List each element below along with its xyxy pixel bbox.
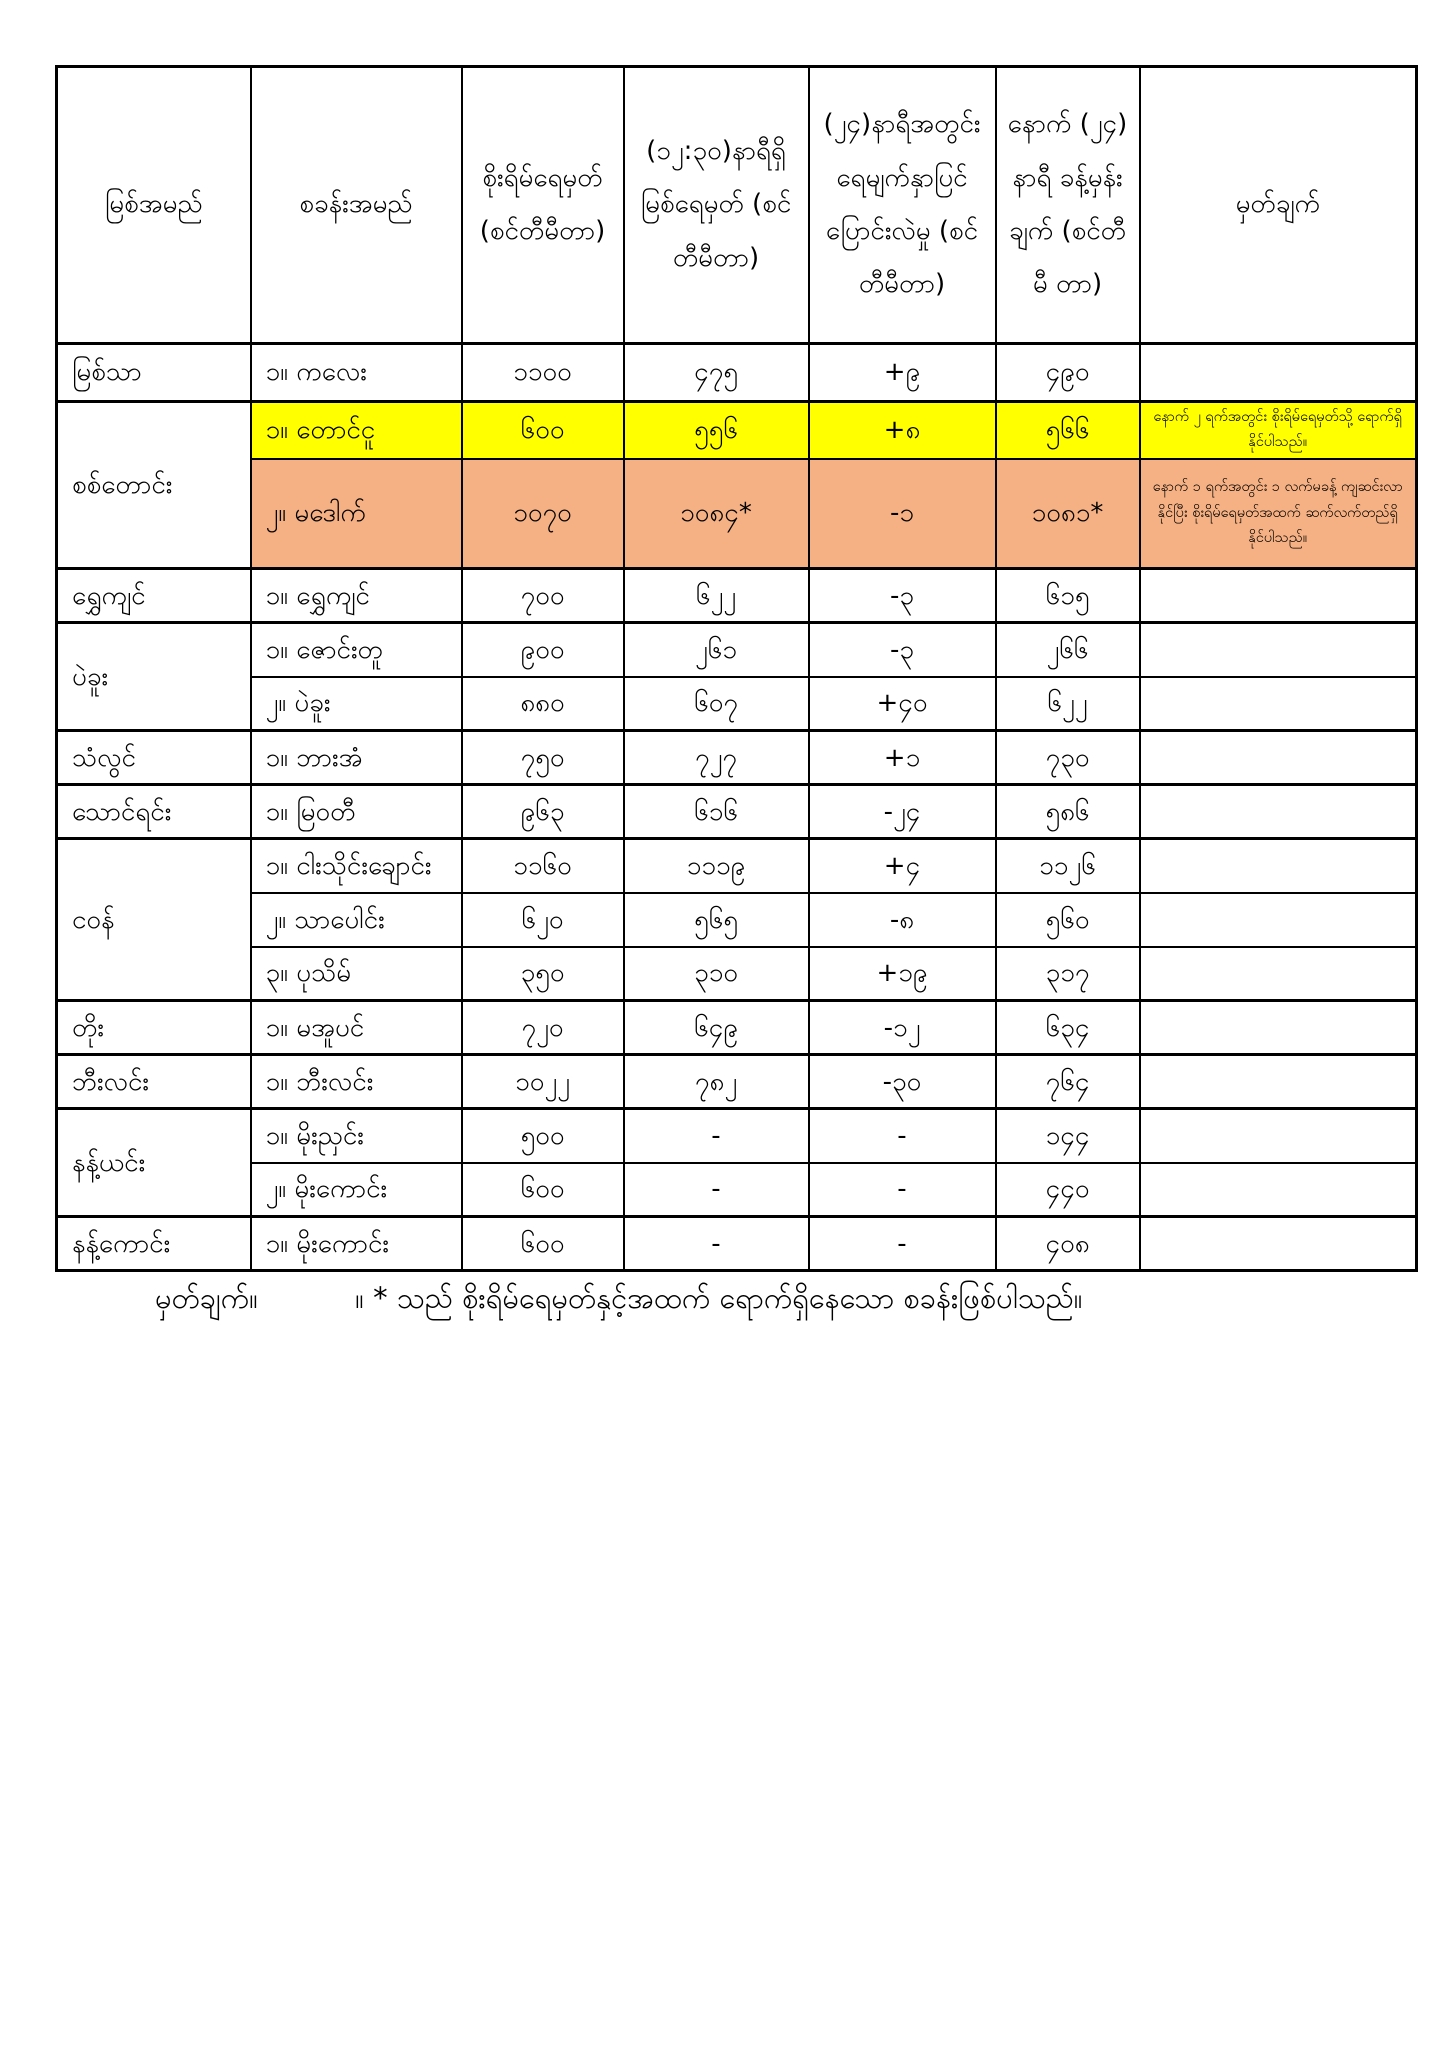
station-name-cell: ၁။ ဘားအံ bbox=[251, 731, 462, 785]
remark-cell bbox=[1140, 344, 1417, 402]
river-name-cell: ရွှေကျင် bbox=[57, 569, 251, 623]
danger-level-cell: ၈၈၀ bbox=[462, 677, 624, 731]
table-row bbox=[57, 623, 1417, 677]
remark-cell bbox=[1140, 1001, 1417, 1055]
danger-level-cell: ၆၂၀ bbox=[462, 893, 624, 947]
forecast-cell: ၄၀၈ bbox=[996, 1217, 1140, 1271]
current-level-cell: ၆၄၉ bbox=[624, 1001, 809, 1055]
river-name-cell: တိုး bbox=[57, 1001, 251, 1055]
footnote-text: ။ * သည် စိုးရိမ်ရေမှတ်နှင့်အထက် ရောက်ရှိနေသော စခန်းဖြစ်ပါသည်။ bbox=[355, 1281, 1083, 1315]
change-cell: +၈ bbox=[809, 402, 996, 459]
forecast-cell: ၆၁၅ bbox=[996, 569, 1140, 623]
header-row bbox=[57, 67, 1417, 344]
danger-level-cell: ၉၀၀ bbox=[462, 623, 624, 677]
danger-level-cell: ၃၅၀ bbox=[462, 947, 624, 1001]
table-row bbox=[57, 344, 1417, 402]
danger-level-cell: ၆၀၀ bbox=[462, 402, 624, 459]
river-name-cell: နန့်ကောင်း bbox=[57, 1217, 251, 1271]
river-name-cell: ဘီးလင်း bbox=[57, 1055, 251, 1109]
danger-level-cell: ၁၁၀၀ bbox=[462, 344, 624, 402]
remark-cell bbox=[1140, 785, 1417, 839]
station-name-cell: ၁။ မိုးကောင်း bbox=[251, 1217, 462, 1271]
remark-cell bbox=[1140, 731, 1417, 785]
current-level-cell: ၆၀၇ bbox=[624, 677, 809, 731]
station-name-cell: ၁။ မအူပင် bbox=[251, 1001, 462, 1055]
remark-cell bbox=[1140, 677, 1417, 731]
current-level-cell: ၇၂၇ bbox=[624, 731, 809, 785]
change-cell: +၉ bbox=[809, 344, 996, 402]
river-name-cell: စစ်တောင်း bbox=[57, 402, 251, 569]
remark-cell bbox=[1140, 1109, 1417, 1163]
danger-level-cell: ၅၀၀ bbox=[462, 1109, 624, 1163]
current-level-cell: ၅၆၅ bbox=[624, 893, 809, 947]
river-name-cell: မြစ်သာ bbox=[57, 344, 251, 402]
danger-level-cell: ၆၀၀ bbox=[462, 1217, 624, 1271]
change-cell: - bbox=[809, 1109, 996, 1163]
current-level-cell: - bbox=[624, 1217, 809, 1271]
change-cell: +၄ bbox=[809, 839, 996, 893]
forecast-cell: ၁၁၂၆ bbox=[996, 839, 1140, 893]
danger-level-cell: ၉၆၃ bbox=[462, 785, 624, 839]
station-name-cell: ၂။ သာပေါင်း bbox=[251, 893, 462, 947]
col-header-danger-level: စိုးရိမ်ရေမှတ် (စင်တီမီတာ) bbox=[462, 67, 624, 344]
current-level-cell: ၆၁၆ bbox=[624, 785, 809, 839]
station-name-cell: ၁။ မိုးညှင်း bbox=[251, 1109, 462, 1163]
table-row bbox=[57, 839, 1417, 893]
current-level-cell: ၅၅၆ bbox=[624, 402, 809, 459]
river-name-cell: ငဝန် bbox=[57, 839, 251, 1001]
table-row bbox=[57, 1163, 1417, 1217]
col-header-station-name: စခန်းအမည် bbox=[251, 67, 462, 344]
table-row bbox=[57, 785, 1417, 839]
change-cell: +၄၀ bbox=[809, 677, 996, 731]
remark-cell bbox=[1140, 1055, 1417, 1109]
col-header-24h-forecast: နောက် (၂၄) နာရီ ခန့်မှန်းချက် (စင်တီမီ တာ) bbox=[996, 67, 1140, 344]
forecast-cell: ၃၁၇ bbox=[996, 947, 1140, 1001]
remark-cell bbox=[1140, 893, 1417, 947]
table-row bbox=[57, 893, 1417, 947]
forecast-cell: ၄၉၀ bbox=[996, 344, 1140, 402]
table-row-warning bbox=[57, 402, 1417, 459]
table-row bbox=[57, 1109, 1417, 1163]
danger-level-cell: ၁၀၇၀ bbox=[462, 459, 624, 569]
danger-level-cell: ၁၁၆၀ bbox=[462, 839, 624, 893]
station-name-cell: ၁။ ဇောင်းတူ bbox=[251, 623, 462, 677]
station-name-cell: ၂။ မဒေါက် bbox=[251, 459, 462, 569]
danger-level-cell: ၇၅၀ bbox=[462, 731, 624, 785]
river-name-cell: သံလွင် bbox=[57, 731, 251, 785]
remark-cell bbox=[1140, 1163, 1417, 1217]
forecast-cell: ၁၀၈၁* bbox=[996, 459, 1140, 569]
station-name-cell: ၂။ မိုးကောင်း bbox=[251, 1163, 462, 1217]
table-row bbox=[57, 1055, 1417, 1109]
forecast-cell: ၁၄၄ bbox=[996, 1109, 1140, 1163]
change-cell: -၃ bbox=[809, 569, 996, 623]
col-header-24h-change: (၂၄)နာရီအတွင်း ရေမျက်နှာပြင် ပြောင်းလဲမှု (စင်တီမီတာ) bbox=[809, 67, 996, 344]
current-level-cell: ၁၀၈၄* bbox=[624, 459, 809, 569]
station-name-cell: ၁။ ဘီးလင်း bbox=[251, 1055, 462, 1109]
col-header-remark: မှတ်ချက် bbox=[1140, 67, 1417, 344]
remark-cell bbox=[1140, 839, 1417, 893]
station-name-cell: ၁။ မြဝတီ bbox=[251, 785, 462, 839]
forecast-cell: ၅၈၆ bbox=[996, 785, 1140, 839]
table-row bbox=[57, 947, 1417, 1001]
change-cell: +၁၉ bbox=[809, 947, 996, 1001]
current-level-cell: ၆၂၂ bbox=[624, 569, 809, 623]
remark-cell bbox=[1140, 623, 1417, 677]
forecast-cell: ၄၄၀ bbox=[996, 1163, 1140, 1217]
table-row bbox=[57, 569, 1417, 623]
table-row-above-danger bbox=[57, 459, 1417, 569]
river-name-cell: ပဲခူး bbox=[57, 623, 251, 731]
change-cell: -၈ bbox=[809, 893, 996, 947]
current-level-cell: - bbox=[624, 1109, 809, 1163]
danger-level-cell: ၁၀၂၂ bbox=[462, 1055, 624, 1109]
station-name-cell: ၁။ ရွှေကျင် bbox=[251, 569, 462, 623]
change-cell: -၃၀ bbox=[809, 1055, 996, 1109]
col-header-current-level: (၁၂:၃၀)နာရီရှိ မြစ်ရေမှတ် (စင်တီမီတာ) bbox=[624, 67, 809, 344]
forecast-cell: ၇၆၄ bbox=[996, 1055, 1140, 1109]
footnote bbox=[155, 1280, 1355, 1323]
forecast-cell: ၆၂၂ bbox=[996, 677, 1140, 731]
forecast-cell: ၅၆၆ bbox=[996, 402, 1140, 459]
current-level-cell: ၂၆၁ bbox=[624, 623, 809, 677]
station-name-cell: ၁။ ကလေး bbox=[251, 344, 462, 402]
river-name-cell: နန့်ယင်း bbox=[57, 1109, 251, 1217]
current-level-cell: - bbox=[624, 1163, 809, 1217]
forecast-cell: ၂၆၆ bbox=[996, 623, 1140, 677]
change-cell: -၂၄ bbox=[809, 785, 996, 839]
change-cell: -၁၂ bbox=[809, 1001, 996, 1055]
current-level-cell: ၁၁၁၉ bbox=[624, 839, 809, 893]
remark-cell bbox=[1140, 569, 1417, 623]
danger-level-cell: ၇၂၀ bbox=[462, 1001, 624, 1055]
station-name-cell: ၁။ ငါးသိုင်းချောင်း bbox=[251, 839, 462, 893]
danger-level-cell: ၇၀၀ bbox=[462, 569, 624, 623]
remark-cell bbox=[1140, 1217, 1417, 1271]
col-header-river-name: မြစ်အမည် bbox=[57, 67, 251, 344]
table-row bbox=[57, 677, 1417, 731]
current-level-cell: ၃၁၀ bbox=[624, 947, 809, 1001]
remark-cell bbox=[1140, 947, 1417, 1001]
change-cell: - bbox=[809, 1163, 996, 1217]
footnote-label: မှတ်ချက်။ bbox=[155, 1281, 258, 1315]
change-cell: +၁ bbox=[809, 731, 996, 785]
forecast-cell: ၅၆၀ bbox=[996, 893, 1140, 947]
table-row bbox=[57, 1217, 1417, 1271]
forecast-cell: ၇၃၀ bbox=[996, 731, 1140, 785]
current-level-cell: ၇၈၂ bbox=[624, 1055, 809, 1109]
table-row bbox=[57, 731, 1417, 785]
remark-cell: နောက် ၂ ရက်အတွင်း စိုးရိမ်ရေမှတ်သို့ ရောက်ရှိနိုင်ပါသည်။ bbox=[1140, 402, 1417, 459]
station-name-cell: ၂။ ပဲခူး bbox=[251, 677, 462, 731]
remark-cell: နောက် ၁ ရက်အတွင်း ၁ လက်မခန့် ကျဆင်းလာနိုင်ပြီး စိုးရိမ်ရေမှတ်အထက် ဆက်လက်တည်ရှိနိုင်ပါသည်။ bbox=[1140, 459, 1417, 569]
river-name-cell: သောင်ရင်း bbox=[57, 785, 251, 839]
change-cell: - bbox=[809, 1217, 996, 1271]
forecast-cell: ၆၃၄ bbox=[996, 1001, 1140, 1055]
water-level-table bbox=[55, 65, 1418, 1272]
table-row bbox=[57, 1001, 1417, 1055]
station-name-cell: ၃။ ပုသိမ် bbox=[251, 947, 462, 1001]
change-cell: -၁ bbox=[809, 459, 996, 569]
change-cell: -၃ bbox=[809, 623, 996, 677]
station-name-cell: ၁။ တောင်ငူ bbox=[251, 402, 462, 459]
current-level-cell: ၄၇၅ bbox=[624, 344, 809, 402]
danger-level-cell: ၆၀၀ bbox=[462, 1163, 624, 1217]
